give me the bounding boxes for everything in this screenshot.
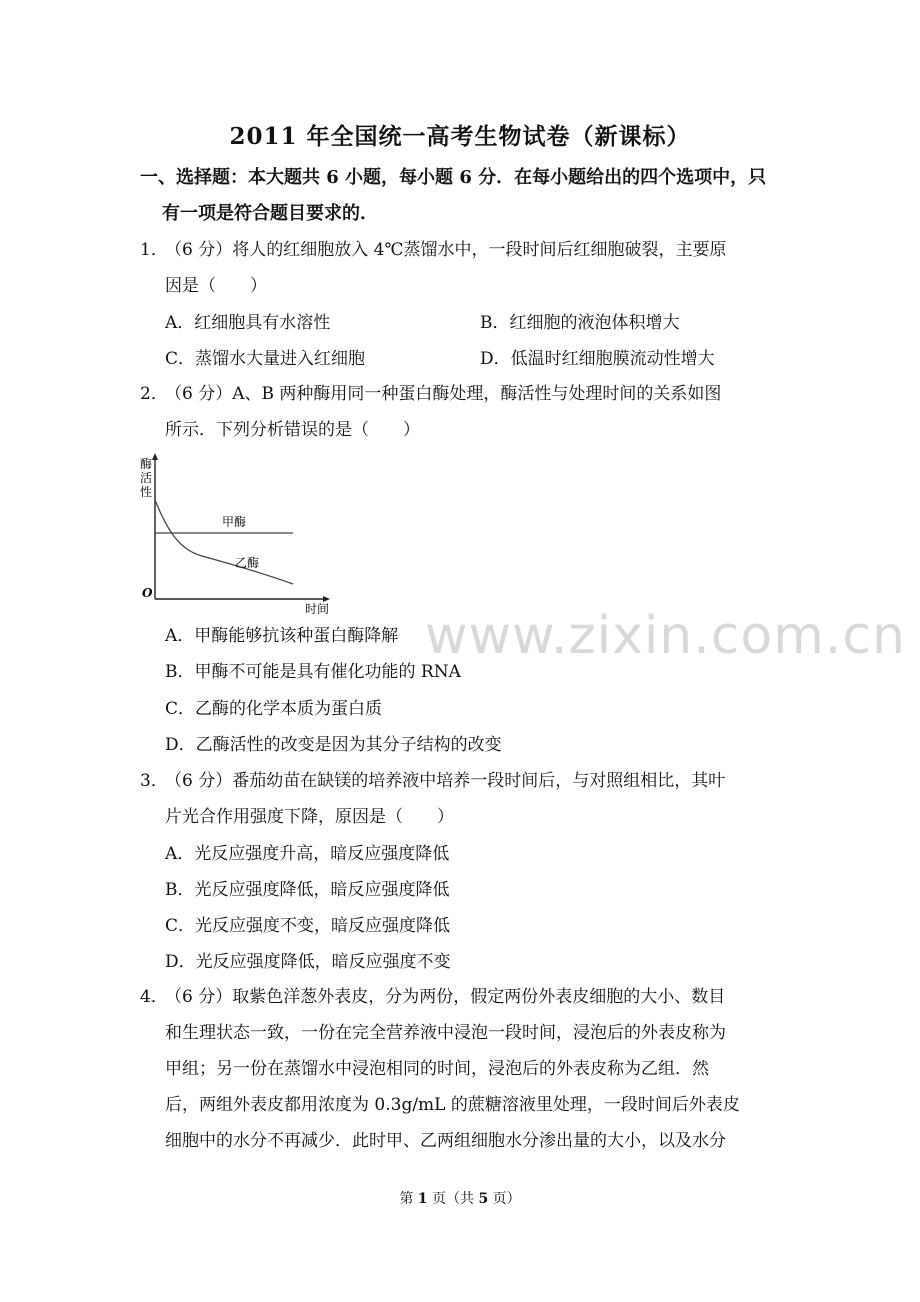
question-text-cont: 甲组；另一份在蒸馏水中浸泡相同的时间，浸泡后的外表皮称为乙组．然 <box>165 1059 709 1079</box>
series-yimei-label: 乙酶 <box>235 556 260 570</box>
watermark: www.zixin.com.cn <box>425 606 906 666</box>
q2-option-d: D．乙酶活性的改变是因为其分子结构的改变 <box>165 735 502 755</box>
q3-option-a: A．光反应强度升高，暗反应强度降低 <box>165 844 450 864</box>
question-text-cont: 所示．下列分析错误的是（ ） <box>165 420 420 440</box>
q1-option-a: A．红细胞具有水溶性 <box>165 313 331 333</box>
question-3 <box>140 763 785 835</box>
q3-option-d: D．光反应强度降低，暗反应强度不变 <box>165 952 451 972</box>
q3-option-b: B．光反应强度降低，暗反应强度降低 <box>165 880 450 900</box>
y-axis-label: 酶 活 性 <box>140 457 153 499</box>
question-number: 3． <box>140 771 168 791</box>
origin-label: O <box>142 586 153 600</box>
q2-option-a: A．甲酶能够抗该种蛋白酶降解 <box>165 626 399 646</box>
question-number: 1． <box>140 240 168 260</box>
question-text: （6 分）取紫色洋葱外表皮，分为两份，假定两份外表皮细胞的大小、数目 <box>165 987 726 1007</box>
x-axis-label: 时间 <box>305 602 330 616</box>
q2-option-c: C．乙酶的化学本质为蛋白质 <box>165 699 383 719</box>
page-footer: 第 1 页（共 5 页） <box>399 1191 521 1207</box>
question-4 <box>140 979 785 1159</box>
question-1 <box>140 232 785 304</box>
question-text: （6 分）番茄幼苗在缺镁的培养液中培养一段时间后，与对照组相比，其叶 <box>165 771 726 791</box>
question-text-cont: 后，两组外表皮都用浓度为 0.3g/mL 的蔗糖溶液里处理，一段时间后外表皮 <box>165 1095 740 1115</box>
section-line-1: 一、选择题：本大题共 6 小题，每小题 6 分．在每小题给出的四个选项中，只 <box>140 167 767 188</box>
q2-option-b: B．甲酶不可能是具有催化功能的 RNA <box>165 662 461 682</box>
question-text: （6 分）将人的红细胞放入 4℃蒸馏水中，一段时间后红细胞破裂，主要原 <box>165 240 727 260</box>
question-text-cont: 因是（ ） <box>165 276 267 296</box>
question-text-cont: 细胞中的水分不再减少．此时甲、乙两组细胞水分渗出量的大小，以及水分 <box>165 1131 726 1151</box>
series-jiamei-label: 甲酶 <box>222 515 247 529</box>
page-total: 5 <box>478 1191 489 1207</box>
q3-option-c: C．光反应强度不变，暗反应强度降低 <box>165 916 451 936</box>
q1-option-b: B．红细胞的液泡体积增大 <box>480 313 680 333</box>
question-number: 4． <box>140 987 168 1007</box>
series-yimei-line <box>155 500 293 584</box>
section-line-2: 有一项是符合题目要求的． <box>162 203 378 224</box>
q1-option-c: C．蒸馏水大量进入红细胞 <box>165 349 366 369</box>
question-number: 2． <box>140 384 168 404</box>
page-title: 2011 年全国统一高考生物试卷（新课标） <box>229 123 691 150</box>
q1-option-d: D．低温时红细胞膜流动性增大 <box>480 349 715 369</box>
question-text-cont: 和生理状态一致，一份在完全营养液中浸泡一段时间，浸泡后的外表皮称为 <box>165 1023 726 1043</box>
page-number: 1 <box>417 1191 428 1207</box>
question-text: （6 分）A、B 两种酶用同一种蛋白酶处理，酶活性与处理时间的关系如图 <box>165 384 722 404</box>
section-heading <box>140 160 790 232</box>
question-text-cont: 片光合作用强度下降，原因是（ ） <box>165 807 454 827</box>
question-2 <box>140 376 785 448</box>
enzyme-activity-graph <box>130 450 340 618</box>
